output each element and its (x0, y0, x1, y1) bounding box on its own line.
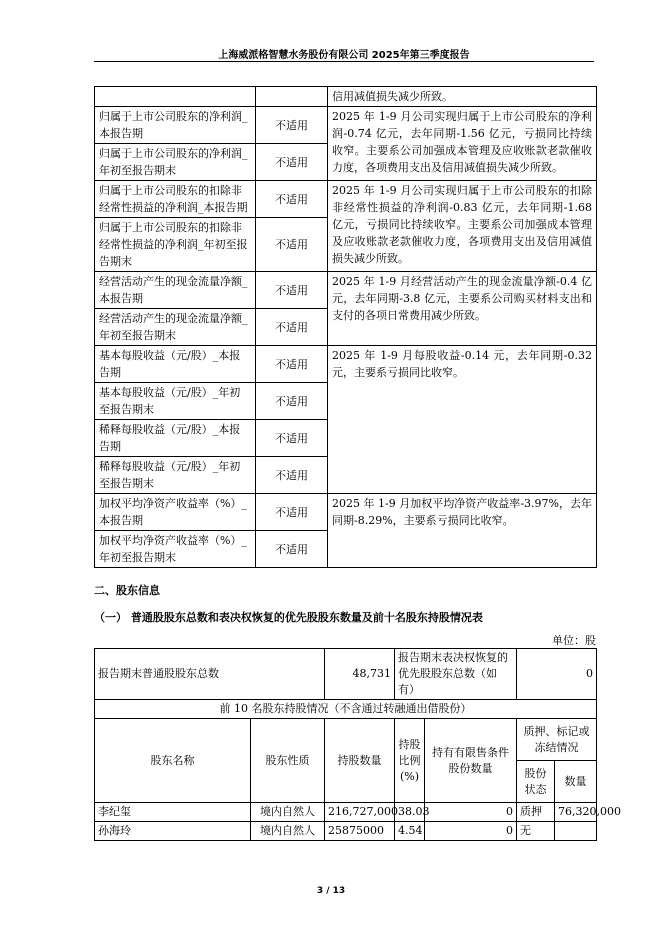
table-row (95, 346, 597, 383)
header-pledge-status: 股份状态 (517, 761, 555, 803)
table-row (95, 181, 597, 218)
explanation-cell: 2025 年 1-9 月加权平均净资产收益率-3.97%，去年同期-8.29%，主要系亏损同比收窄。 (328, 494, 597, 568)
value-cell: 不适用 (256, 272, 328, 309)
unit-label: 单位：股 (552, 634, 596, 647)
table-row (95, 494, 597, 531)
explanation-cell: 信用减值损失减少所致。 (328, 87, 597, 107)
shareholder-name: 孙海玲 (95, 822, 251, 841)
header-name: 股东名称 (95, 719, 251, 803)
header-nature: 股东性质 (251, 719, 325, 803)
item-cell: 基本每股收益（元/股）_本报告期 (95, 346, 256, 383)
shareholder-table (94, 648, 621, 841)
item-cell: 加权平均净资产收益率（%）_年初至报告期末 (95, 531, 256, 568)
total-holders-label: 报告期末普通股股东总数 (95, 649, 325, 700)
value-cell: 不适用 (256, 494, 328, 531)
value-cell: 不适用 (256, 309, 328, 346)
table-row (95, 272, 597, 309)
header-pledge-qty: 数量 (555, 761, 597, 803)
header-restricted: 持有有限售条件股份数量 (425, 719, 517, 803)
table-row (95, 822, 597, 841)
restricted-shares: 0 (425, 803, 517, 822)
item-cell: 经营活动产生的现金流量净额_本报告期 (95, 272, 256, 309)
table-header-row (95, 719, 597, 761)
section-title: 二、股东信息 (94, 584, 160, 597)
table-row (95, 107, 597, 144)
header-pledge: 质押、标记或冻结情况 (517, 719, 597, 761)
indicator-change-table (94, 86, 596, 568)
item-cell: 稀释每股收益（元/股）_本报告期 (95, 420, 256, 457)
page-number: 3 / 13 (316, 886, 346, 896)
value-cell: 不适用 (256, 107, 328, 144)
holding-ratio: 4.54 (395, 822, 425, 841)
restricted-shares: 0 (425, 822, 517, 841)
value-cell: 不适用 (256, 457, 328, 494)
pledge-status: 质押 (517, 803, 555, 822)
pledge-quantity: 76,320,000 (555, 803, 597, 822)
shares-held: 216,727,000 (325, 803, 395, 822)
item-cell: 归属于上市公司股东的净利润_本报告期 (95, 107, 256, 144)
table-row (95, 803, 597, 822)
value-cell: 不适用 (256, 531, 328, 568)
item-cell: 基本每股收益（元/股）_年初至报告期末 (95, 383, 256, 420)
shares-held: 25875000 (325, 822, 395, 841)
header-divider (94, 61, 594, 62)
shareholder-nature: 境内自然人 (251, 803, 325, 822)
table-cell (256, 87, 328, 107)
value-cell: 不适用 (256, 218, 328, 272)
holding-ratio: 38.03 (395, 803, 425, 822)
item-cell: 稀释每股收益（元/股）_年初至报告期末 (95, 457, 256, 494)
header-ratio: 持股比例(%) (395, 719, 425, 803)
table-row (95, 700, 597, 719)
shareholder-nature: 境内自然人 (251, 822, 325, 841)
header-shares: 持股数量 (325, 719, 395, 803)
preferred-holders-value: 0 (517, 649, 597, 700)
pledge-quantity (555, 822, 597, 841)
preferred-holders-label: 报告期末表决权恢复的优先股股东总数（如有） (395, 649, 517, 700)
value-cell: 不适用 (256, 181, 328, 218)
shareholder-name: 李纪玺 (95, 803, 251, 822)
explanation-cell: 2025 年 1-9 月公司实现归属于上市公司股东的净利润-0.74 亿元，去年同期-1.56 亿元，亏损同比持续收窄。主要系公司加强成本管理及应收账款老款催收力度，各项费用支出及信用减值损失减少所致。 (328, 107, 597, 181)
total-holders-value: 48,731 (325, 649, 395, 700)
value-cell: 不适用 (256, 144, 328, 181)
item-cell: 归属于上市公司股东的扣除非经常性损益的净利润_年初至报告期末 (95, 218, 256, 272)
table-cell (95, 87, 256, 107)
table-row (95, 649, 597, 700)
table-row (95, 87, 597, 107)
pledge-status: 无 (517, 822, 555, 841)
explanation-cell: 2025 年 1-9 月经营活动产生的现金流量净额-0.4 亿元，去年同期-3.8 亿元，主要系公司购买材料支出和支付的各项日常费用减少所致。 (328, 272, 597, 346)
value-cell: 不适用 (256, 346, 328, 383)
value-cell: 不适用 (256, 420, 328, 457)
explanation-cell: 2025 年 1-9 月每股收益-0.14 元，去年同期-0.32 元，主要系亏损同比收窄。 (328, 346, 597, 494)
item-cell: 加权平均净资产收益率（%）_本报告期 (95, 494, 256, 531)
explanation-cell: 2025 年 1-9 月公司实现归属于上市公司股东的扣除非经常性损益的净利润-0.83 亿元，去年同期-1.68 亿元，亏损同比持续收窄。主要系公司加强成本管理及应收账款老款催收力度，各项费用支出及信用减值损失减少所致。 (328, 181, 597, 272)
value-cell: 不适用 (256, 383, 328, 420)
subsection-title: （一） 普通股股东总数和表决权恢复的优先股股东数量及前十名股东持股情况表 (94, 611, 483, 624)
item-cell: 经营活动产生的现金流量净额_年初至报告期末 (95, 309, 256, 346)
item-cell: 归属于上市公司股东的净利润_年初至报告期末 (95, 144, 256, 181)
page-header: 上海威派格智慧水务股份有限公司 2025年第三季度报告 (218, 50, 470, 61)
top10-caption: 前 10 名股东持股情况（不含通过转融通出借股份） (95, 700, 597, 719)
item-cell: 归属于上市公司股东的扣除非经常性损益的净利润_本报告期 (95, 181, 256, 218)
